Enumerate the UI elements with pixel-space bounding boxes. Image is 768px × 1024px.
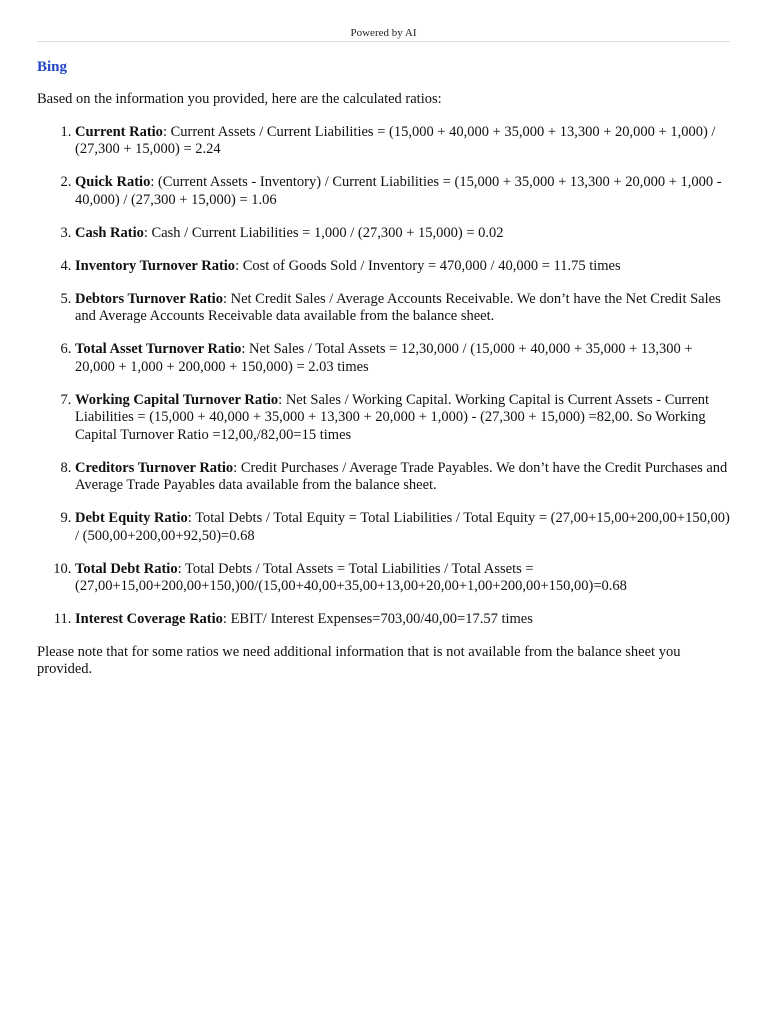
ratio-formula: : Total Debts / Total Assets = Total Liabilities / Total Assets = (27,00+15,00+200,00+150,)00/(15,00+40,00+35,00+13,00+20,00+1,00+200,00+150,00)=0.68: [75, 560, 627, 594]
ratio-formula: : Cost of Goods Sold / Inventory = 470,000 / 40,000 = 11.75 times: [235, 257, 621, 274]
ratio-formula: : Net Sales / Working Capital. Working Capital is Current Assets - Current Liabilities = (15,000 + 40,000 + 35,000 + 13,300 + 20,000 + 1,000) - (27,300 + 15,000) =82,00. So Working Capital Turnover Ratio =12,00,/82,00=15 times: [75, 391, 710, 443]
ratio-formula: : Cash / Current Liabilities = 1,000 / (27,300 + 15,000) = 0.02: [143, 224, 504, 241]
ratio-item: [75, 561, 730, 596]
ratio-name: Debt Equity Ratio: [75, 510, 188, 526]
ratio-formula: : EBIT/ Interest Expenses=703,00/40,00=17.57 times: [222, 611, 533, 627]
ratio-formula: : Total Debts / Total Equity = Total Liabilities / Total Equity = (27,00+15,00+200,00+150,00) / (500,00+200,00+92,50)=0.68: [75, 510, 730, 544]
intro-text: Based on the information you provided, here are the calculated ratios:: [37, 91, 442, 107]
ratio-formula: : Net Sales / Total Assets = 12,30,000 / (15,000 + 40,000 + 35,000 + 13,300 + 20,000 + 1,000 + 200,000 + 150,000) = 2.03 times: [75, 341, 693, 375]
ratio-name: Current Ratio: [75, 123, 163, 140]
ratio-formula: : Net Credit Sales / Average Accounts Receivable. We don’t have the Net Credit Sales and Average Accounts Receivable data available from the balance sheet.: [75, 290, 721, 324]
header-divider: [37, 41, 730, 42]
ratio-name: Inventory Turnover Ratio: [75, 257, 236, 274]
ratio-formula: : Current Assets / Current Liabilities = (15,000 + 40,000 + 35,000 + 13,300 + 20,000 + 1,000) / (27,300 + 15,000) = 2.24: [75, 123, 716, 157]
ratio-name: Total Debt Ratio: [75, 560, 178, 577]
ratio-item: [75, 225, 730, 243]
ratio-formula: : Credit Purchases / Average Trade Payables. We don’t have the Credit Purchases and Average Trade Payables data available from the balance sheet.: [75, 459, 728, 493]
ratio-formula: : (Current Assets - Inventory) / Current Liabilities = (15,000 + 35,000 + 13,300 + 20,000 + 1,000 - 40,000) / (27,300 + 15,000) = 1.06: [75, 174, 722, 208]
ratio-list: [37, 124, 730, 629]
ratio-name: Creditors Turnover Ratio: [75, 459, 234, 476]
ratio-name: Cash Ratio: [75, 224, 144, 241]
ratio-item: [75, 124, 730, 159]
ratio-item: [75, 611, 730, 629]
ratio-name: Total Asset Turnover Ratio: [75, 341, 242, 357]
sender-name: Bing: [37, 59, 68, 75]
powered-by-label: Powered by AI: [350, 27, 417, 39]
ratio-item: [75, 341, 730, 376]
ratio-name: Debtors Turnover Ratio: [75, 290, 223, 307]
ratio-item: [75, 392, 730, 445]
ratio-name: Interest Coverage Ratio: [75, 611, 223, 627]
ratio-item: [75, 174, 730, 209]
ratio-item: [75, 460, 730, 495]
closing-note: Please note that for some ratios we need additional information that is not available from the balance sheet you provided.: [37, 643, 681, 677]
ratio-name: Quick Ratio: [75, 174, 151, 190]
ratio-item: [75, 510, 730, 545]
ratio-item: [75, 291, 730, 326]
ratio-item: [75, 258, 730, 276]
ratio-name: Working Capital Turnover Ratio: [75, 391, 279, 408]
chat-response-page: [37, 0, 730, 679]
